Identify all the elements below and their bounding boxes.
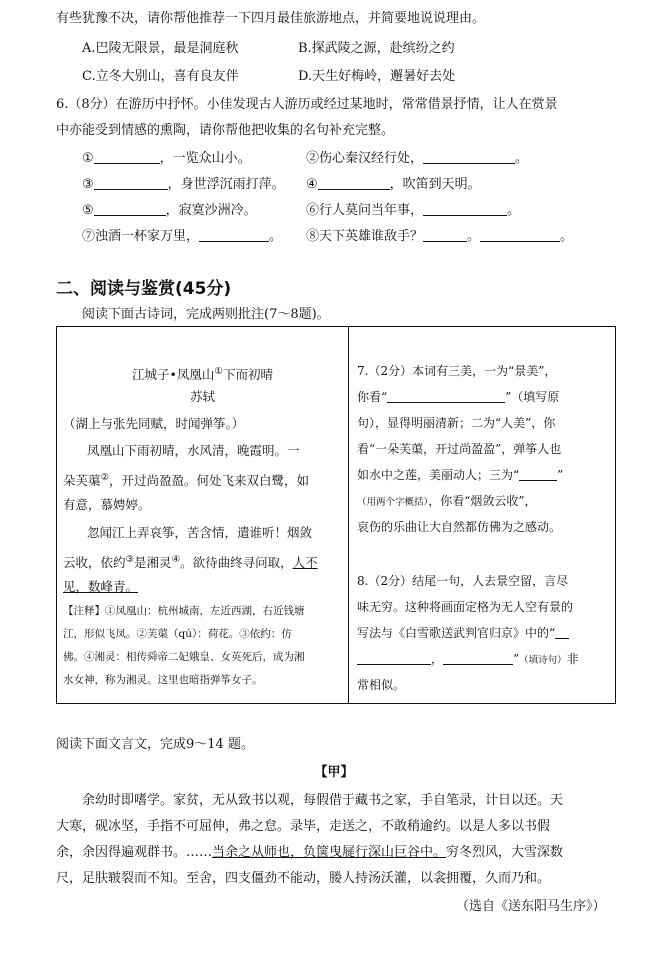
- item-text: 。: [515, 151, 529, 166]
- item-text: 浊酒一杯家万里，: [95, 229, 200, 244]
- q5-option-d: D.天生好梅岭，邂暑好去处: [298, 69, 456, 84]
- item-number: ⑦: [82, 229, 96, 244]
- answer-blank[interactable]: [555, 626, 569, 639]
- item-text: 。: [560, 229, 574, 244]
- poem-author: 苏轼: [189, 389, 215, 404]
- item-text: ，寂寞沙洲冷。: [165, 203, 257, 218]
- q6-line1: 6.（8分）在游历中抒怀。小佳发现古人游历或经过某地时，常常借景抒情，让人在赏景: [56, 97, 558, 112]
- q5-intro: 有些犹豫不决，请你帮他推荐一下四月最佳旅游地点，并简要地说说理由。: [56, 11, 486, 26]
- reading-intro: 阅读下面文言文，完成9～14 题。: [56, 737, 254, 752]
- passage-source: （选自《送东阳马生序》）: [456, 899, 606, 914]
- q6-item-1: [82, 150, 251, 168]
- item-text: 。: [507, 203, 521, 218]
- table-divider: [348, 327, 349, 703]
- poem-line: 朵芙蕖②，开过尚盈盈。何处飞来双白鹭，如: [63, 472, 310, 489]
- answer-blank[interactable]: [519, 468, 557, 481]
- passage-line: 余幼时即嗜学。家贫，无从致书以观，每假借于藏书之家，手自笔录，计日以还。天: [82, 793, 564, 808]
- answer-blank[interactable]: [199, 228, 269, 242]
- q5-option-a: A.巴陵无限景，最是洞庭秋: [82, 41, 239, 56]
- answer-blank[interactable]: [423, 202, 507, 216]
- poem-line: 见，数峰青。: [63, 579, 139, 594]
- poem-preface: （湖上与张先同赋，时闻弹筝。）: [63, 416, 245, 431]
- q6-item-2: [306, 150, 528, 168]
- item-text: 伤心秦汉经行处，: [319, 151, 424, 166]
- q8-line: 味无穷。这种将画面定格为无人空有景的: [357, 600, 574, 614]
- q8-line: 常相似。: [357, 678, 406, 692]
- q7-line: 如水中之莲，美丽动人；三为“ ”: [357, 468, 564, 482]
- q7-line: （用两个字概括），你看“烟敛云收”，: [357, 494, 537, 508]
- answer-blank[interactable]: [443, 652, 513, 665]
- q8-line: ， ”（填诗句）非: [357, 649, 579, 671]
- q5-option-b: B.探武陵之源，赴缤纷之约: [298, 41, 455, 56]
- answer-blank[interactable]: [480, 228, 560, 242]
- poem-note: 佛。④湘灵：相传舜帝二妃娥皇、女英死后，成为湘: [63, 651, 305, 663]
- item-text: ，一览众山小。: [159, 151, 251, 166]
- answer-blank[interactable]: [357, 652, 431, 665]
- item-number: ②: [306, 151, 320, 166]
- q7-line: 你看“ ”（填写原: [357, 390, 560, 404]
- q6-item-7: [82, 228, 282, 246]
- poem-table: [56, 326, 616, 704]
- item-number: ③: [82, 177, 94, 192]
- passage-line: 大寒，砚冰坚，手指不可屈伸，弗之怠。录毕，走送之，不敢稍逾约。以是人多以书假: [56, 819, 551, 834]
- passage-line: 余，余因得遍观群书。……当余之从师也，负箧曳屣行深山巨谷中。穷冬烈风，大雪深数: [56, 845, 564, 860]
- item-number: ④: [306, 177, 318, 192]
- item-number: ①: [82, 151, 94, 166]
- q7-line: 7.（2分）本词有三美，一为“景美”，: [357, 364, 557, 378]
- passage-label: 【甲】: [314, 765, 354, 780]
- q6-line2: 中亦能受到情感的熏陶，请你帮他把收集的名句补充完整。: [56, 123, 395, 138]
- q8-line: 写法与《白雪歌送武判官归京》中的“: [357, 623, 569, 644]
- q8-line: 8.（2分）结尾一句，人去景空留，言尽: [357, 574, 569, 588]
- item-text: 。: [269, 229, 283, 244]
- poem-line: 忽闻江上弄哀筝，苦含情，遣谁听！烟敛: [87, 525, 313, 540]
- answer-blank[interactable]: [94, 202, 166, 216]
- poem-line: 云收，依约③是湘灵④。欲待曲终寻问取，人不: [63, 554, 318, 571]
- q6-item-8: [306, 228, 573, 246]
- q7-line: 哀伤的乐曲让大自然都仿佛为之感动。: [357, 520, 562, 534]
- q6-item-4: [306, 176, 481, 194]
- item-number: ⑤: [82, 203, 94, 218]
- item-text: 行人莫问当年事，: [319, 203, 424, 218]
- q5-option-c: C.立冬大别山，喜有良友伴: [82, 69, 239, 84]
- item-text: ，吹笛到天明。: [389, 177, 481, 192]
- answer-blank[interactable]: [318, 176, 390, 190]
- answer-blank[interactable]: [387, 390, 505, 403]
- poem-line: 凤凰山下雨初晴，水风清，晚霞明。一: [87, 443, 300, 458]
- poem-title: 江城子•凤凰山①下而初晴: [132, 366, 273, 383]
- q7-line: 看“一朵芙蕖，开过尚盈盈”，弹筝人也: [357, 442, 562, 456]
- answer-blank[interactable]: [94, 150, 160, 164]
- poem-note: 【注释】①凤凰山：杭州城南，左近西湖，右近钱塘: [63, 605, 305, 617]
- poem-note: 水女神，称为湘灵。这里也暗指弹筝女子。: [63, 674, 263, 686]
- q7-line: 句），显得明丽清新；二为“人美”，你: [357, 416, 556, 430]
- q6-item-6: [306, 202, 520, 220]
- item-text: 天下英雄谁敌手？: [319, 229, 424, 244]
- item-number: ⑥: [306, 203, 320, 218]
- answer-blank[interactable]: [423, 150, 515, 164]
- poem-note: 江，形似飞凤。②芙蕖（qú）：荷花。③依约：仿: [63, 628, 292, 640]
- section-heading: 二、阅读与鉴赏(45分): [56, 279, 232, 299]
- item-text: 。: [467, 229, 481, 244]
- answer-blank[interactable]: [94, 176, 168, 190]
- q6-item-5: [82, 202, 257, 220]
- answer-blank[interactable]: [423, 228, 467, 242]
- passage-line: 尺，足肤皲裂而不知。至舍，四支僵劲不能动，媵人持汤沃灌，以衾拥覆，久而乃和。: [56, 871, 551, 886]
- poem-line: 有意，慕娉婷。: [63, 497, 151, 512]
- item-number: ⑧: [306, 229, 320, 244]
- item-text: ，身世浮沉雨打萍。: [167, 177, 285, 192]
- q6-item-3: [82, 176, 285, 194]
- section-intro: 阅读下面古诗词，完成两则批注(7～8题)。: [82, 307, 330, 322]
